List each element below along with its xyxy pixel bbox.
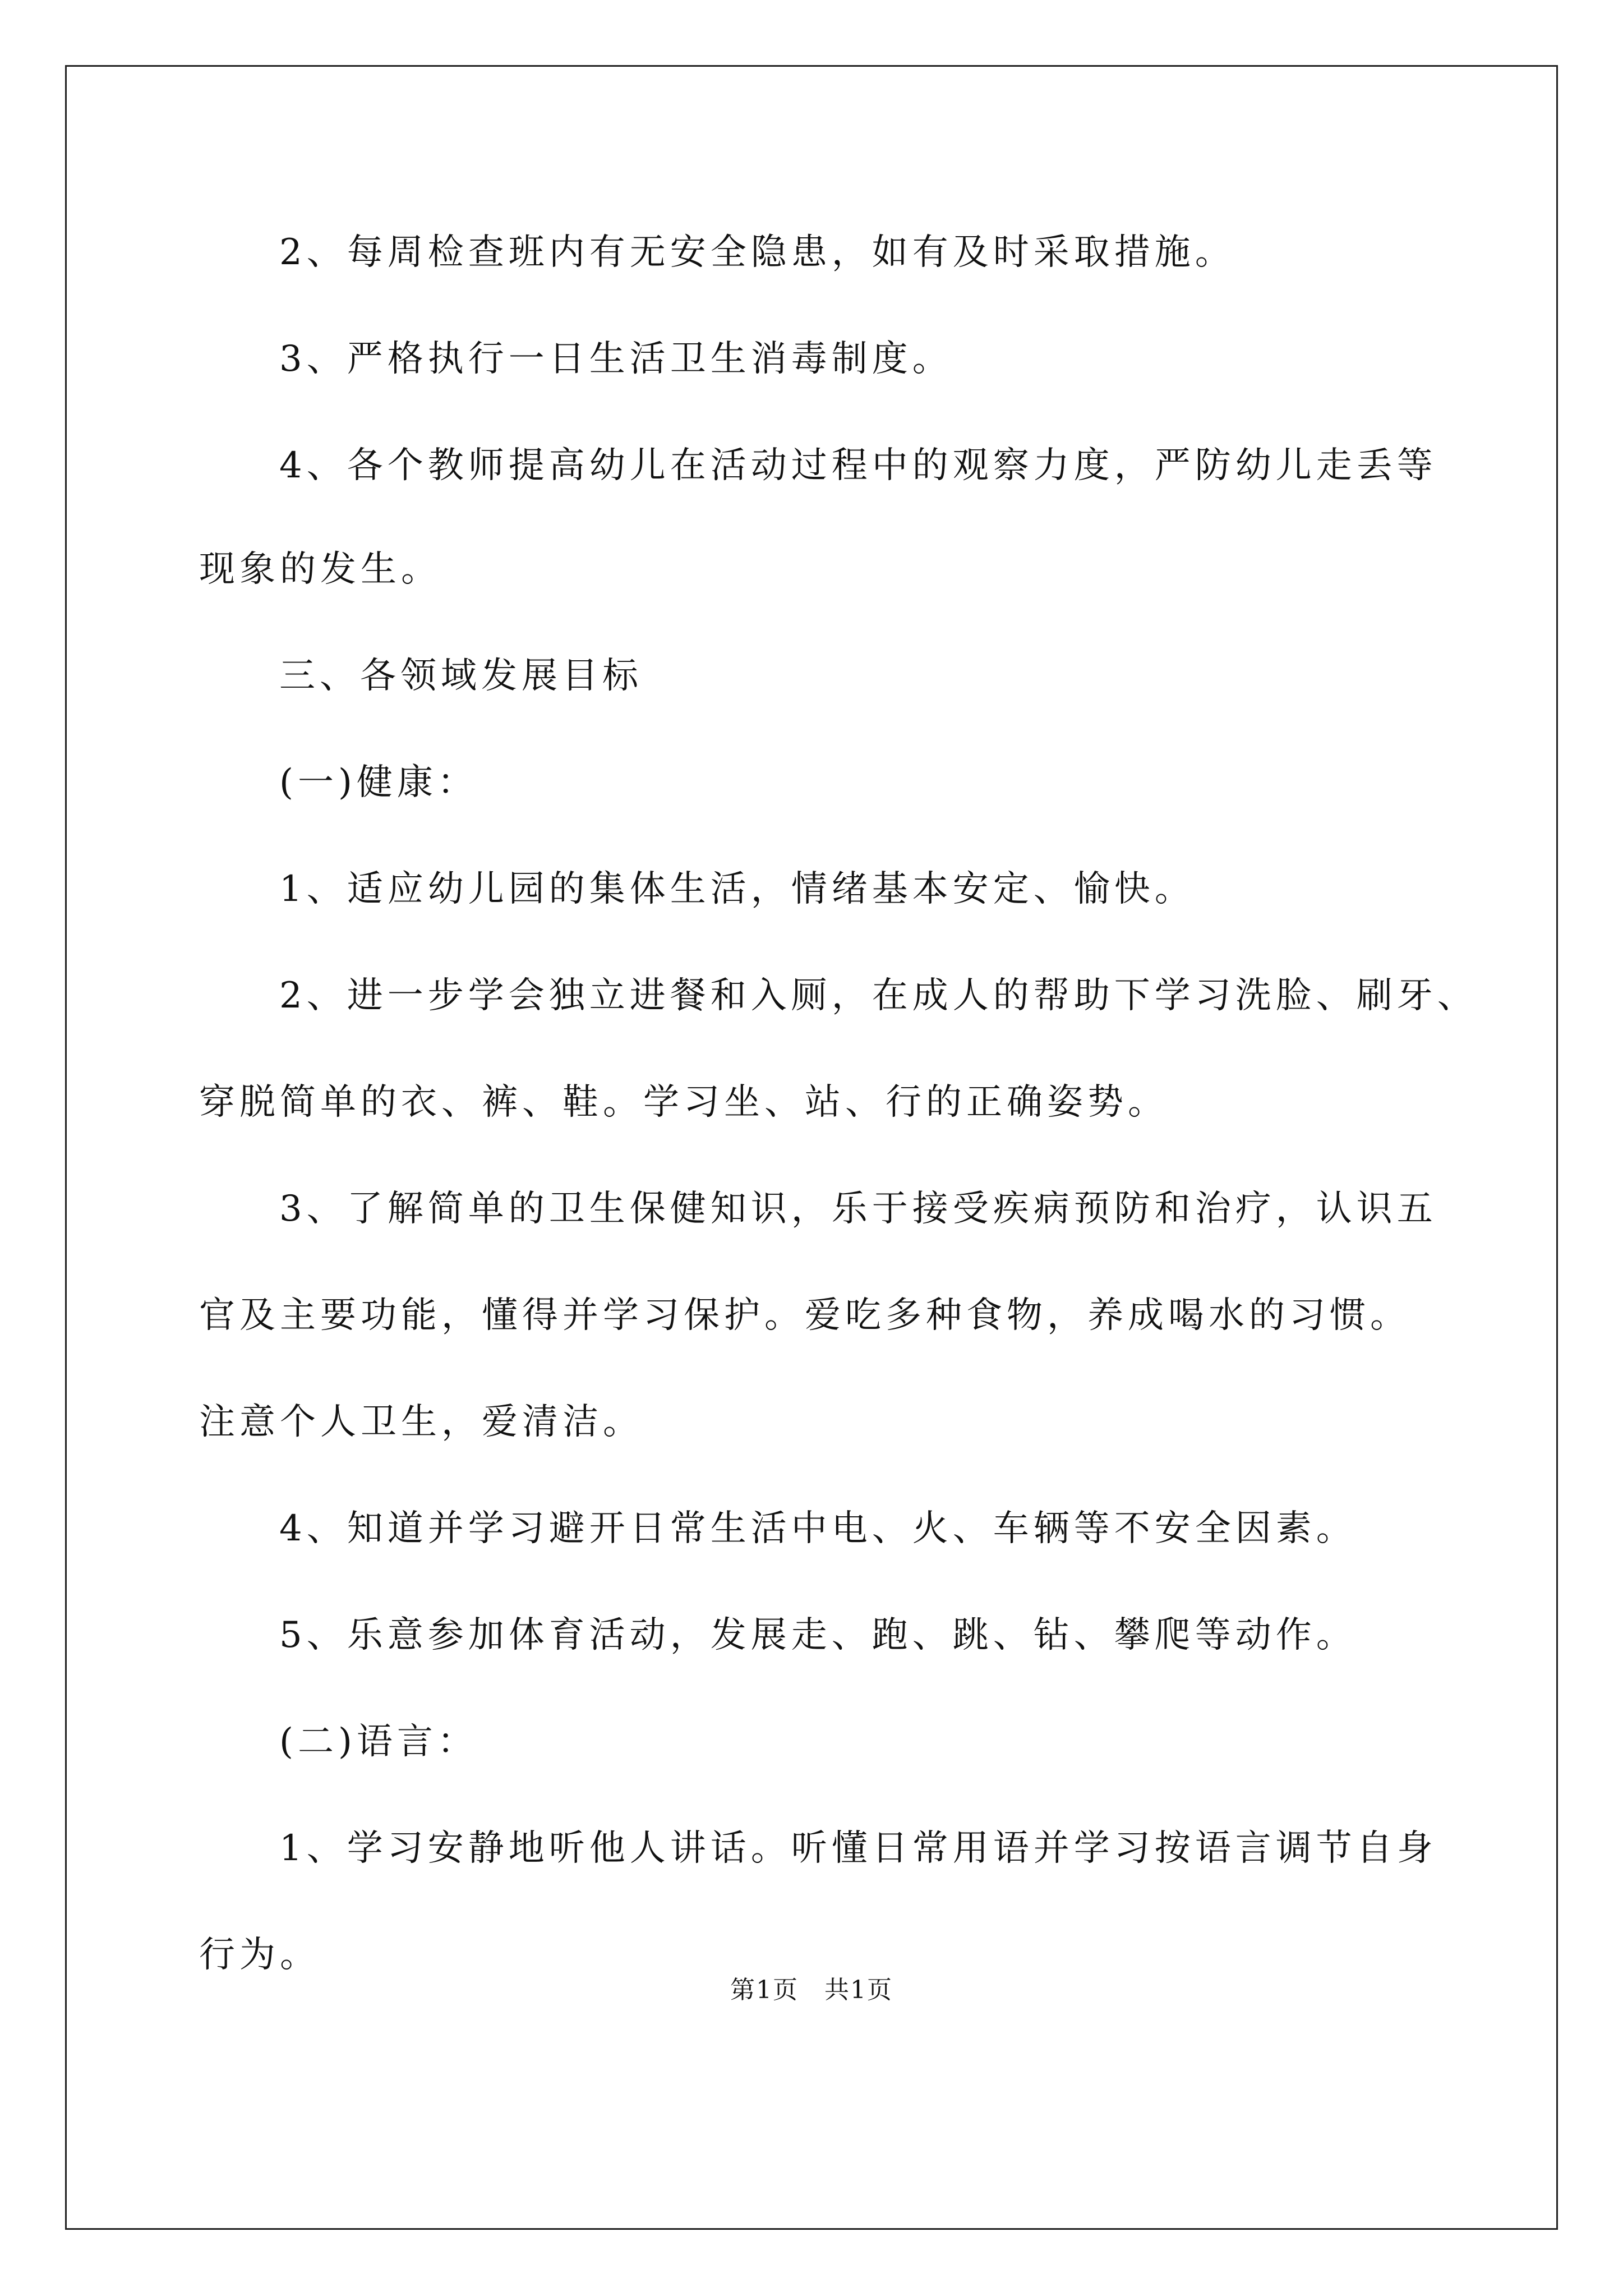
text-line: 注意个人卫生，爱清洁。 [199, 1401, 643, 1443]
text-line: 3、严格执行一日生活卫生消毒制度。 [279, 338, 953, 380]
section-heading: 三、各领域发展目标 [279, 655, 643, 697]
text-line: 官及主要功能，懂得并学习保护。爱吃多种食物，养成喝水的习惯。 [199, 1295, 1410, 1336]
page-number-footer: 第1页 共1页 [730, 1976, 893, 2004]
text-line: 2、每周检查班内有无安全隐患，如有及时采取措施。 [279, 232, 1235, 273]
text-line: 5、乐意参加体育活动，发展走、跑、跳、钻、攀爬等动作。 [279, 1614, 1357, 1656]
text-line: 现象的发生。 [199, 549, 441, 590]
subsection-heading: (一)健康： [279, 762, 478, 803]
text-line: 行为。 [199, 1934, 320, 1976]
subsection-heading: (二)语言： [279, 1721, 478, 1763]
text-line: 2、进一步学会独立进餐和入厕，在成人的帮助下学习洗脸、刷牙、 [279, 975, 1478, 1016]
text-line: 穿脱简单的衣、裤、鞋。学习坐、站、行的正确姿势。 [199, 1082, 1168, 1123]
text-line: 1、学习安静地听他人讲话。听懂日常用语并学习按语言调节自身 [279, 1828, 1437, 1869]
text-line: 1、适应幼儿园的集体生活，情绪基本安定、愉快。 [279, 868, 1195, 910]
text-line: 4、知道并学习避开日常生活中电、火、车辆等不安全因素。 [279, 1508, 1357, 1549]
page-border [65, 65, 1558, 2230]
text-line: 4、各个教师提高幼儿在活动过程中的观察力度，严防幼儿走丢等 [279, 445, 1437, 486]
text-line: 3、了解简单的卫生保健知识，乐于接受疾病预防和治疗，认识五 [279, 1188, 1437, 1230]
